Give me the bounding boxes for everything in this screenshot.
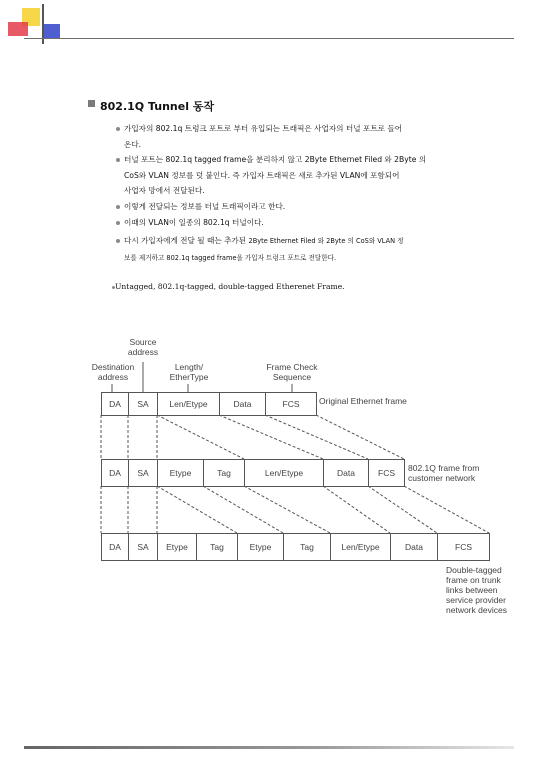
label-length-ethertype: Length/ EtherType: [169, 362, 209, 382]
row2-cell-data: Data: [323, 459, 369, 487]
footnote-text: Untagged, 802.1q-tagged, double-tagged Etherenet Frame.: [115, 282, 345, 291]
row3-cell-tag-inner: Tag: [283, 533, 331, 561]
row3-cell-da: DA: [101, 533, 129, 561]
bullet-text: 가입자의 802.1q 트렁크 포트로 부터 유입되는 트래픽은 사업자의 터널 포트로 들어: [124, 124, 403, 133]
footer-rule: [24, 746, 514, 749]
row3-cell-tag-outer: Tag: [196, 533, 238, 561]
row1-cell-len-etype: Len/Etype: [157, 392, 220, 416]
row3-caption: Double-tagged frame on trunk links between service provider network devices: [446, 565, 507, 615]
label-destination-address: Destination address: [91, 362, 135, 382]
row1-cell-fcs: FCS: [265, 392, 317, 416]
label-source-address: Source address: [127, 337, 159, 357]
row3-cell-fcs: FCS: [437, 533, 490, 561]
row2-cell-sa: SA: [128, 459, 158, 487]
bullet-text: 이때의 VLAN이 일종의 802.1q 터널이다.: [124, 218, 264, 227]
row1-caption: Original Ethernet frame: [319, 396, 407, 406]
row3-cell-data: Data: [390, 533, 438, 561]
row2-caption: 802.1Q frame from customer network: [408, 463, 480, 483]
bullet-text: 사업자 망에서 전달된다.: [124, 186, 205, 195]
row1-cell-sa: SA: [128, 392, 158, 416]
row3-cell-etype-inner: Etype: [237, 533, 284, 561]
row2-cell-len-etype: Len/Etype: [244, 459, 324, 487]
bullet-text: 터널 포트는 802.1q tagged frame을 분리하지 않고 2Byte Ethernet Filed 와 2Byte 의: [124, 155, 427, 164]
bullet-text: 보를 제거하고 802.1q tagged frame을 가입자 트렁크 포트로 전달한다.: [124, 253, 337, 262]
row1-cell-da: DA: [101, 392, 129, 416]
bullet-text: 다시 가입자에게 전달 될 때는 추가된: [124, 236, 247, 245]
bullet-text: 온다.: [124, 139, 142, 149]
row1-cell-data: Data: [219, 392, 266, 416]
row3-cell-etype-outer: Etype: [157, 533, 197, 561]
row3-cell-sa: SA: [128, 533, 158, 561]
bullet-text: CoS와 VLAN 정보를 덧 붙인다. 즉 가입자 트래픽은 새로 추가된 VLAN에 포함되어: [124, 170, 400, 180]
row2-cell-etype: Etype: [157, 459, 204, 487]
bullet-text: 이렇게 전달되는 정보를 터널 트래픽이라고 한다.: [124, 202, 286, 211]
label-frame-check-sequence: Frame Check Sequence: [266, 362, 318, 382]
row2-cell-tag: Tag: [203, 459, 245, 487]
row2-cell-fcs: FCS: [368, 459, 405, 487]
row3-cell-len-etype: Len/Etype: [330, 533, 391, 561]
row2-cell-da: DA: [101, 459, 129, 487]
page-title: 802.1Q Tunnel 동작: [100, 100, 215, 113]
bullet-text: 2Byte Ethernet Filed 와 2Byte 의 CoS와 VLAN 정: [248, 237, 404, 245]
